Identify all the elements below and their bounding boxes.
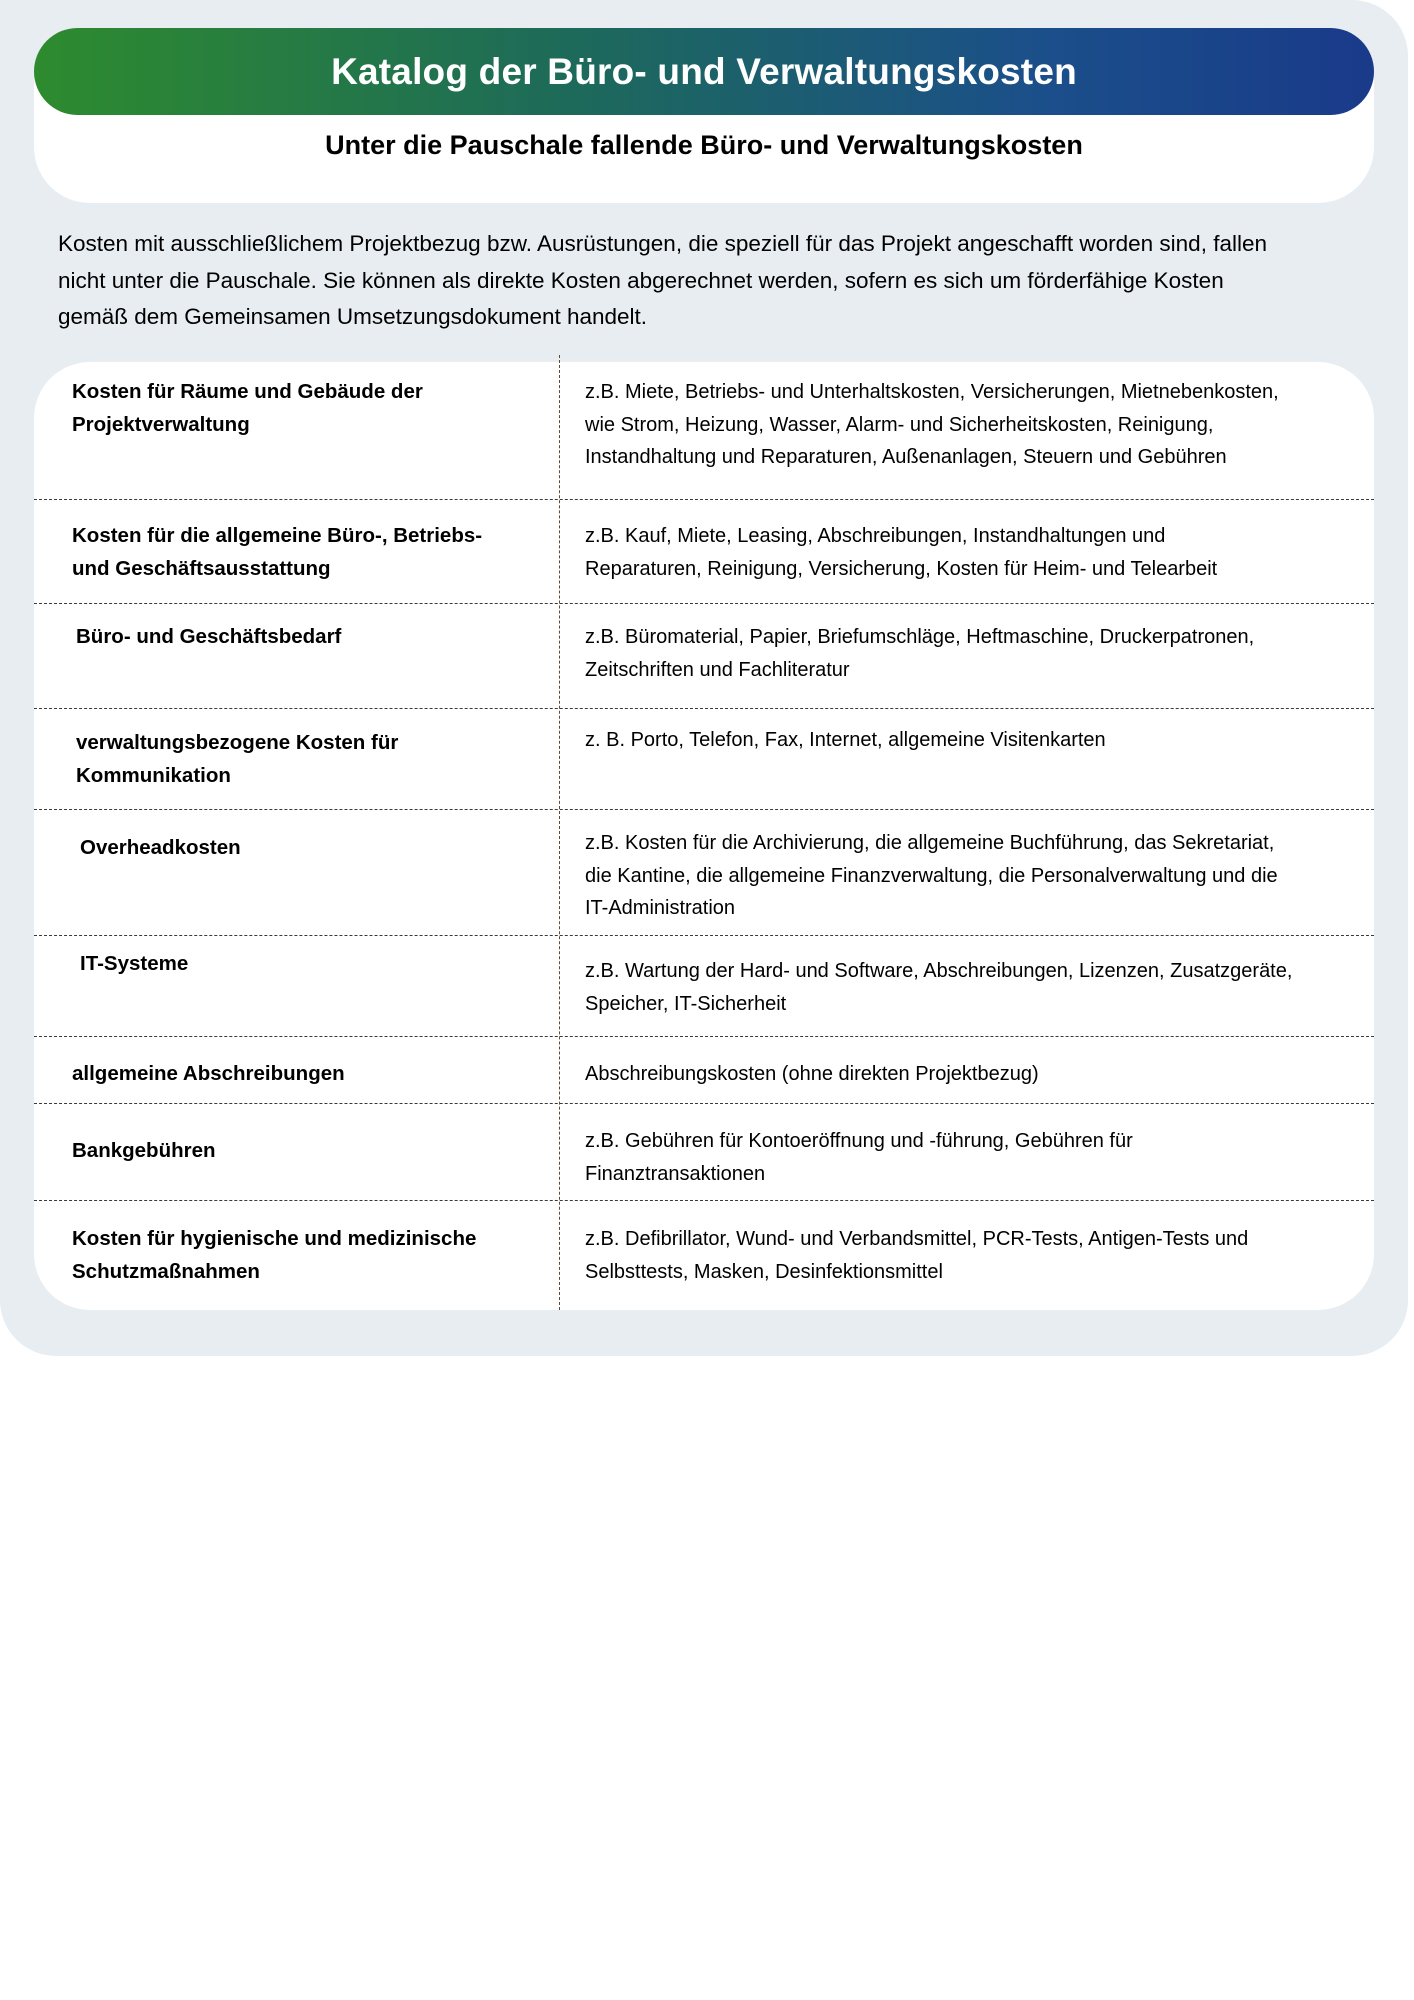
cost-category-description: z.B. Kauf, Miete, Leasing, Abschreibungen, Instandhaltungen und Reparaturen, Reinigung, Versicherung, Kosten für Heim- und Telearbeit (585, 525, 1218, 580)
row-divider (34, 603, 1374, 604)
row-divider (34, 1103, 1374, 1104)
cost-category-description: Abschreibungskosten (ohne direkten Projektbezug) (585, 1063, 1039, 1085)
row-divider (34, 1200, 1374, 1201)
cost-category-description: z.B. Gebühren für Kontoeröffnung und -führung, Gebühren für Finanztransaktionen (585, 1130, 1133, 1185)
row-divider (34, 708, 1374, 709)
cost-category-description: z. B. Porto, Telefon, Fax, Internet, allgemeine Visitenkarten (585, 729, 1106, 751)
cost-category-label: Kosten für hygienische und medizinische Schutzmaßnahmen (72, 1227, 477, 1283)
row-divider (34, 809, 1374, 810)
cost-category-description: z.B. Kosten für die Archivierung, die allgemeine Buchführung, das Sekretariat, die Kantine, die allgemeine Finanzverwaltung, die Personalverwaltung und die IT-Administration (585, 832, 1278, 919)
row-divider (34, 499, 1374, 500)
intro-line: Kosten mit ausschließlichem Projektbezug bzw. Ausrüstungen, die speziell für das Projekt angeschafft worden sind, fallen (58, 231, 1267, 256)
intro-line: nicht unter die Pauschale. Sie können als direkte Kosten abgerechnet werden, sofern es sich um förderfähige Kosten (58, 267, 1224, 293)
cost-category-label: IT-Systeme (80, 952, 189, 975)
title-bar (34, 28, 1374, 115)
cost-category-description: z.B. Wartung der Hard- und Software, Abschreibungen, Lizenzen, Zusatzgeräte, Speicher, IT-Sicherheit (585, 960, 1293, 1015)
cost-category-label: Kosten für die allgemeine Büro-, Betriebs- und Geschäftsausstattung (72, 524, 483, 580)
cost-category-description: z.B. Büromaterial, Papier, Briefumschläge, Heftmaschine, Druckerpatronen, Zeitschriften und Fachliteratur (585, 626, 1255, 681)
cost-category-description: z.B. Miete, Betriebs- und Unterhaltskosten, Versicherungen, Mietnebenkosten, wie Strom, Heizung, Wasser, Alarm- und Sicherheitskosten, Reinigung, Instandhaltung und Reparaturen, Außenanlagen, Steuern und Gebühren (585, 381, 1279, 468)
cost-category-label: verwaltungsbezogene Kosten für Kommunikation (76, 731, 399, 787)
cost-category-label: Overheadkosten (80, 836, 241, 859)
row-divider (34, 1036, 1374, 1037)
page-subtitle: Unter die Pauschale fallende Büro- und Verwaltungskosten (325, 130, 1083, 160)
cost-category-label: Büro- und Geschäftsbedarf (76, 625, 342, 648)
cost-category-label: Kosten für Räume und Gebäude der Projektverwaltung (72, 380, 423, 436)
row-divider (34, 935, 1374, 936)
cost-category-label: Bankgebühren (72, 1139, 216, 1162)
intro-line: gemäß dem Gemeinsamen Umsetzungsdokument handelt. (58, 304, 648, 329)
cost-category-description: z.B. Defibrillator, Wund- und Verbandsmittel, PCR-Tests, Antigen-Tests und Selbsttests, Masken, Desinfektionsmittel (585, 1228, 1249, 1283)
intro-paragraph (58, 226, 1358, 336)
cost-category-label: allgemeine Abschreibungen (72, 1062, 345, 1085)
page-title: Katalog der Büro- und Verwaltungskosten (331, 50, 1077, 92)
